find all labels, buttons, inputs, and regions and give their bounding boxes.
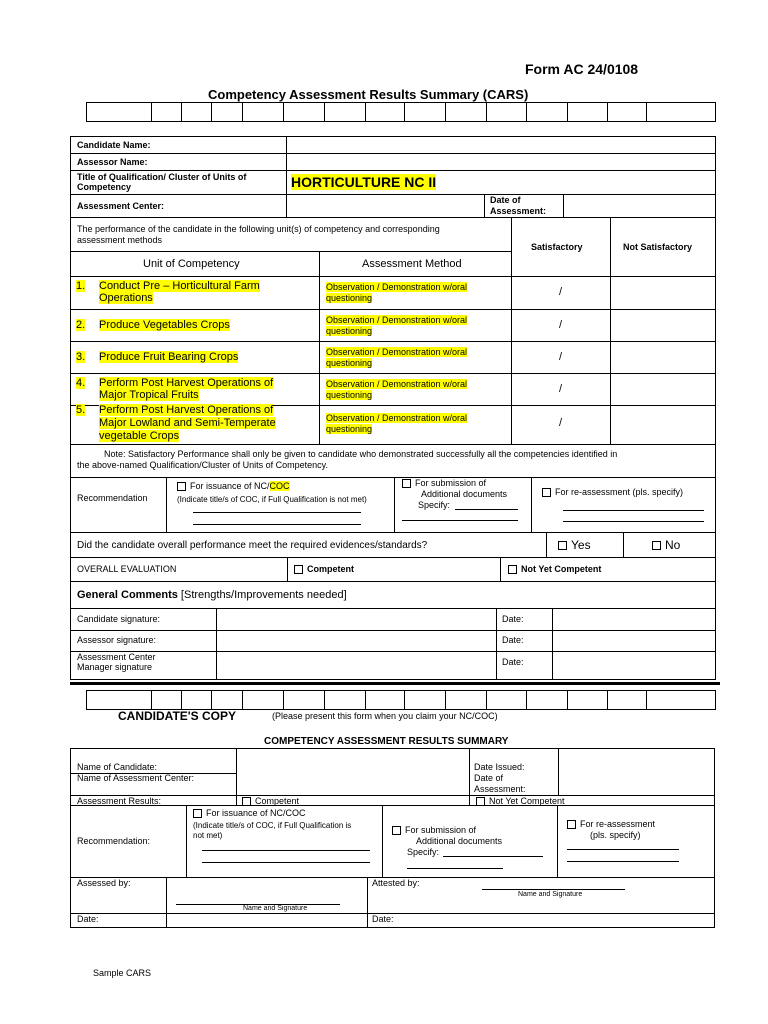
copy-attested-by-line[interactable] [482, 889, 625, 890]
reassessment-label: For re-assessment (pls. specify) [555, 487, 684, 497]
specify-blank-2[interactable] [402, 520, 518, 521]
issuance-label-coc: COC [269, 481, 290, 491]
code-box[interactable] [182, 691, 212, 709]
unit-method: Observation / Demonstration w/oral [326, 282, 468, 292]
code-box-strip [86, 102, 716, 122]
assessor-date-field[interactable] [554, 631, 714, 650]
copy-reassess-option[interactable] [567, 819, 655, 829]
candidate-signature-field[interactable] [218, 609, 494, 629]
no-label: No [665, 538, 681, 552]
unit-title: Perform Post Harvest Operations of [99, 377, 274, 389]
satisfactory-mark[interactable]: / [559, 351, 563, 363]
unit-method-2: questioning [326, 424, 373, 434]
copy-issuance-label: For issuance of NC/COC [206, 808, 306, 818]
code-box[interactable] [284, 691, 325, 709]
candidate-copy-title: CANDIDATE'S COPY [118, 709, 236, 723]
performance-text-2: assessment methods [77, 235, 163, 245]
copy-date-label: Date: [77, 914, 99, 924]
general-comments-title: General Comments [77, 589, 181, 601]
assessor-name-field[interactable] [288, 154, 714, 169]
code-box[interactable] [487, 691, 527, 709]
issuance-option[interactable] [177, 481, 290, 491]
specify-label: Specify: [418, 500, 451, 510]
assessor-signature-field[interactable] [218, 631, 494, 650]
copy-specify-blank-2[interactable] [407, 868, 503, 869]
copy-issuance-blank-2[interactable] [202, 862, 370, 863]
unit-title: Produce Fruit Bearing Crops [99, 351, 239, 363]
unit-number: 4. [76, 377, 86, 389]
not-satisfactory-header: Not Satisfactory [623, 242, 693, 252]
copy-reassess-label: For re-assessment [580, 819, 656, 829]
recommendation-label: Recommendation [77, 493, 148, 503]
copy-candidate-name-label: Name of Candidate: [77, 762, 158, 772]
copy-issuance-option[interactable] [193, 808, 306, 818]
satisfactory-mark[interactable]: / [559, 319, 563, 331]
copy-assessed-by-label: Assessed by: [77, 878, 131, 888]
unit-method: Observation / Demonstration w/oral [326, 413, 468, 423]
date-label: Date: [502, 635, 524, 645]
copy-date-issued-label: Date Issued: [474, 762, 525, 772]
unit-number: 2. [76, 319, 86, 331]
copy-date-label-2: Date: [372, 914, 394, 924]
unit-title-2: Major Lowland and Semi-Temperate [99, 417, 276, 429]
code-box[interactable] [243, 691, 284, 709]
checkbox-icon[interactable] [177, 482, 186, 491]
manager-date-field[interactable] [554, 652, 714, 679]
copy-name-sig-caption: Name and Signature [243, 905, 308, 912]
satisfactory-header: Satisfactory [531, 242, 583, 252]
reassessment-blank[interactable] [563, 510, 704, 511]
copy-date-of-label: Date of [474, 773, 504, 783]
manager-signature-label-2: Manager signature [77, 662, 153, 672]
copy-attested-by-label: Attested by: [372, 878, 420, 888]
note-text: Note: Satisfactory Performance shall only be given to candidate who demonstrated successfully all the competencies identified in [104, 449, 618, 459]
copy-results-label: Assessment Results: [77, 796, 162, 806]
code-box[interactable] [608, 691, 647, 709]
satisfactory-mark[interactable]: / [559, 286, 563, 298]
code-box[interactable] [325, 103, 366, 121]
unit-method: Observation / Demonstration w/oral [326, 379, 468, 389]
code-box[interactable] [647, 103, 715, 121]
reassessment-blank-2[interactable] [563, 521, 704, 522]
assessment-center-label: Assessment Center: [77, 201, 165, 211]
copy-reassess-label-2: (pls. specify) [590, 830, 641, 840]
unit-title-2: Major Tropical Fruits [99, 389, 199, 401]
checkbox-icon[interactable] [294, 565, 303, 574]
code-box[interactable] [568, 691, 608, 709]
unit-title: Conduct Pre – Horticultural Farm [99, 280, 260, 292]
unit-title: Perform Post Harvest Operations of [99, 404, 274, 416]
checkbox-icon[interactable] [558, 541, 567, 550]
copy-submission-label: For submission of [405, 825, 477, 835]
unit-method-2: questioning [326, 390, 373, 400]
reassessment-option[interactable] [542, 487, 683, 497]
specify-blank[interactable] [455, 509, 518, 510]
cut-divider [70, 682, 720, 685]
copy-name-sig-caption-2: Name and Signature [518, 891, 583, 898]
qualification-title-label: Title of Qualification/ Cluster of Units of [77, 172, 247, 182]
performance-text: The performance of the candidate in the following unit(s) of competency and corresponding [77, 224, 440, 234]
date-label: Date: [502, 657, 524, 667]
assessor-signature-label: Assessor signature: [77, 635, 157, 645]
code-box[interactable] [212, 691, 243, 709]
code-box[interactable] [405, 103, 446, 121]
assessment-center-field[interactable] [288, 195, 483, 216]
copy-not-competent-label: Not Yet Competent [489, 796, 565, 806]
assessor-name-label: Assessor Name: [77, 157, 148, 167]
copy-reassess-blank-2[interactable] [567, 861, 679, 862]
unit-header: Unit of Competency [143, 258, 240, 270]
copy-specify-blank[interactable] [443, 856, 543, 857]
copy-submission-option[interactable] [392, 825, 476, 835]
date-of-assessment-label-2: Assessment: [490, 206, 547, 216]
candidate-copy-subtitle: COMPETENCY ASSESSMENT RESULTS SUMMARY [264, 736, 509, 747]
submission-label-2: Additional documents [421, 489, 508, 499]
candidate-signature-label: Candidate signature: [77, 614, 161, 624]
manager-signature-field[interactable] [218, 652, 494, 679]
submission-option[interactable] [402, 478, 486, 488]
code-box[interactable] [527, 103, 568, 121]
unit-title-2: Operations [99, 292, 153, 304]
unit-method-2: questioning [326, 358, 373, 368]
competent-label: Competent [307, 564, 354, 574]
unit-method: Observation / Demonstration w/oral [326, 347, 468, 357]
unit-number: 5. [76, 404, 86, 416]
copy-center-name-label: Name of Assessment Center: [77, 773, 195, 783]
code-box[interactable] [152, 691, 182, 709]
form-number: Form AC 24/0108 [525, 61, 639, 77]
code-box[interactable] [568, 103, 608, 121]
copy-issuance-note-2: not met) [193, 831, 223, 840]
checkbox-icon[interactable] [476, 797, 485, 806]
code-box[interactable] [366, 103, 405, 121]
code-box[interactable] [366, 691, 405, 709]
checkbox-icon[interactable] [392, 826, 401, 835]
checkbox-icon[interactable] [242, 797, 251, 806]
not-competent-label: Not Yet Competent [521, 564, 602, 574]
code-box-strip [86, 690, 716, 710]
checkbox-icon[interactable] [193, 809, 202, 818]
unit-title: Produce Vegetables Crops [99, 319, 230, 331]
code-box[interactable] [608, 103, 647, 121]
code-box[interactable] [87, 103, 152, 121]
overall-evaluation-label: OVERALL EVALUATION [77, 564, 177, 574]
copy-not-competent-option[interactable] [476, 796, 565, 806]
code-box[interactable] [325, 691, 366, 709]
copy-issuance-blank[interactable] [202, 850, 370, 851]
code-box[interactable] [405, 691, 446, 709]
unit-method-2: questioning [326, 293, 373, 303]
checkbox-icon[interactable] [402, 479, 411, 488]
unit-number: 3. [76, 351, 86, 363]
unit-title-3: vegetable Crops [99, 430, 180, 442]
yes-option[interactable] [558, 538, 591, 552]
copy-recommendation-label: Recommendation: [77, 836, 151, 846]
general-comments-hint: [Strengths/Improvements needed] [180, 589, 347, 601]
checkbox-icon[interactable] [567, 820, 576, 829]
issuance-label: For issuance of NC/ [190, 481, 270, 491]
overall-question: Did the candidate overall performance meet the required evidences/standards? [77, 540, 428, 551]
checkbox-icon[interactable] [508, 565, 517, 574]
issuance-blank[interactable] [193, 512, 361, 513]
date-of-assessment-label: Date of [490, 195, 521, 205]
satisfactory-mark[interactable]: / [559, 417, 563, 429]
method-header: Assessment Method [362, 258, 462, 270]
checkbox-icon[interactable] [542, 488, 551, 497]
candidate-copy-note: (Please present this form when you claim your NC/COC) [272, 711, 498, 721]
copy-reassess-blank[interactable] [567, 849, 679, 850]
copy-assessment-label: Assessment: [474, 784, 526, 794]
code-box[interactable] [87, 691, 152, 709]
unit-method: Observation / Demonstration w/oral [326, 315, 468, 325]
copy-competent-label: Competent [255, 796, 300, 806]
satisfactory-mark[interactable]: / [559, 383, 563, 395]
submission-label: For submission of [415, 478, 487, 488]
qualification-value: HORTICULTURE NC II [291, 174, 437, 190]
not-competent-option[interactable] [508, 564, 601, 574]
copy-issuance-note: (Indicate title/s of COC, if Full Qualification is [193, 821, 352, 830]
date-label: Date: [502, 614, 524, 624]
code-box[interactable] [284, 103, 325, 121]
code-box[interactable] [527, 691, 568, 709]
general-comments-label [77, 589, 347, 601]
page-title: Competency Assessment Results Summary (CARS) [208, 87, 529, 102]
code-box[interactable] [446, 691, 487, 709]
manager-signature-label: Assessment Center [77, 652, 156, 662]
copy-candidate-name-field[interactable] [238, 750, 468, 794]
code-box[interactable] [446, 103, 487, 121]
code-box[interactable] [212, 103, 243, 121]
checkbox-icon[interactable] [652, 541, 661, 550]
note-text-2: the above-named Qualification/Cluster of Units of Competency. [77, 460, 328, 470]
unit-method-2: questioning [326, 326, 373, 336]
competent-option[interactable] [294, 564, 354, 574]
unit-number: 1. [76, 280, 86, 292]
candidate-date-field[interactable] [554, 609, 714, 629]
code-box[interactable] [243, 103, 284, 121]
copy-submission-label-2: Additional documents [416, 836, 503, 846]
code-box[interactable] [487, 103, 527, 121]
code-box[interactable] [182, 103, 212, 121]
code-box[interactable] [152, 103, 182, 121]
code-box[interactable] [647, 691, 715, 709]
copy-date-field[interactable] [560, 750, 713, 794]
qualification-title-label-2: Competency [77, 182, 132, 192]
candidate-name-field[interactable] [288, 137, 714, 152]
footer-text: Sample CARS [93, 968, 152, 978]
candidate-name-label: Candidate Name: [77, 140, 151, 150]
copy-competent-option[interactable] [242, 796, 299, 806]
copy-specify-label: Specify: [407, 847, 440, 857]
issuance-note: (Indicate title/s of COC, if Full Qualification is not met) [177, 495, 367, 504]
issuance-blank-2[interactable] [193, 524, 361, 525]
no-option[interactable] [652, 538, 680, 552]
date-of-assessment-field[interactable] [565, 195, 714, 216]
yes-label: Yes [571, 538, 591, 552]
